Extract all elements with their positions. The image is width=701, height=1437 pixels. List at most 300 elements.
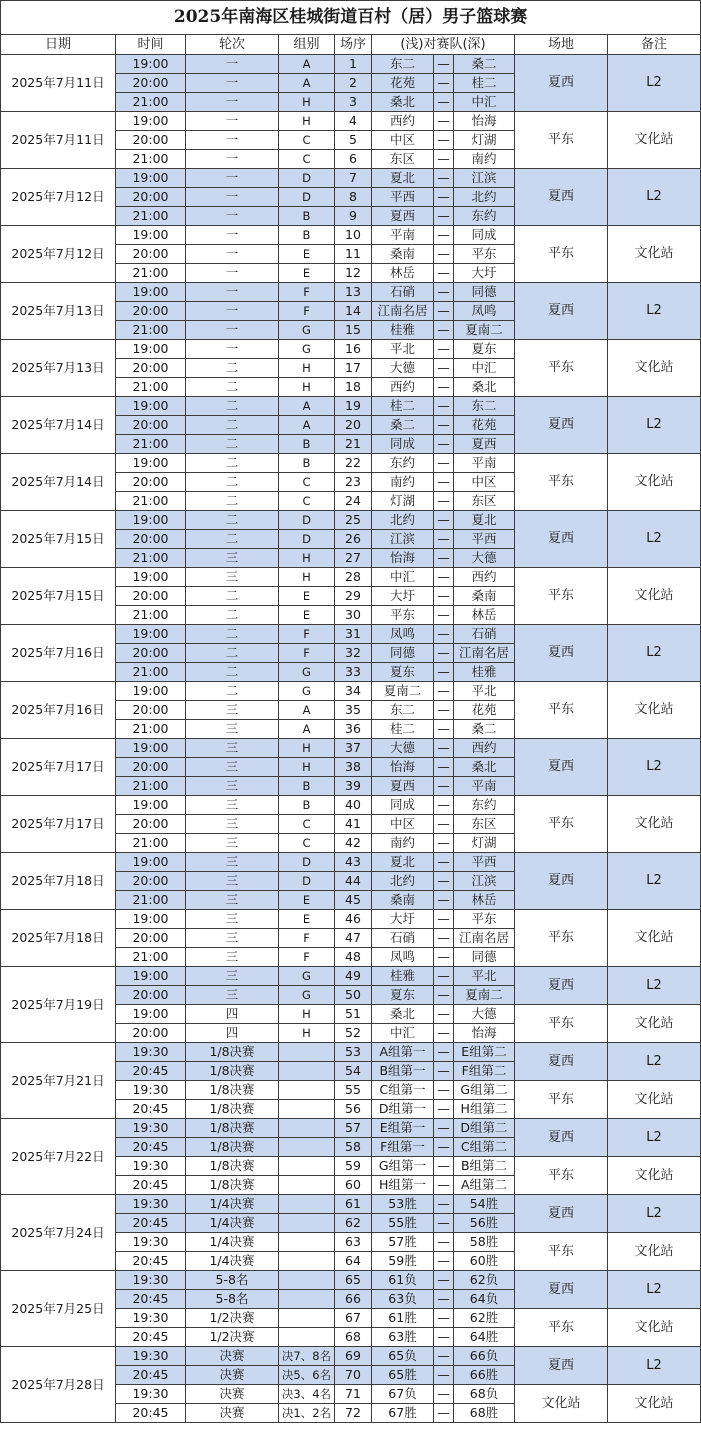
away-team-cell: 夏西 xyxy=(454,435,515,454)
home-team-cell: 中汇 xyxy=(372,568,434,587)
match-no-cell: 38 xyxy=(335,758,372,777)
group-cell: B xyxy=(279,207,335,226)
match-no-cell: 57 xyxy=(335,1119,372,1138)
note-cell: 文化站 xyxy=(608,454,701,511)
away-team-cell: 桑南 xyxy=(454,587,515,606)
time-cell: 19:00 xyxy=(116,796,186,815)
group-cell: 决3、4名 xyxy=(279,1385,335,1404)
venue-cell: 平东 xyxy=(515,340,608,397)
match-no-cell: 72 xyxy=(335,1404,372,1423)
date-cell: 2025年7月14日 xyxy=(1,397,116,454)
group-cell: D xyxy=(279,188,335,207)
vs-cell: — xyxy=(434,1385,454,1404)
note-cell: 文化站 xyxy=(608,1005,701,1043)
time-cell: 21:00 xyxy=(116,777,186,796)
away-team-cell: H组第二 xyxy=(454,1100,515,1119)
vs-cell: — xyxy=(434,1062,454,1081)
vs-cell: — xyxy=(434,1233,454,1252)
round-cell: 三 xyxy=(186,796,279,815)
note-cell: L2 xyxy=(608,1271,701,1309)
note-cell: L2 xyxy=(608,967,701,1005)
vs-cell: — xyxy=(434,264,454,283)
home-team-cell: 平南 xyxy=(372,226,434,245)
group-cell xyxy=(279,1309,335,1328)
home-team-cell: 夏北 xyxy=(372,853,434,872)
time-cell: 19:00 xyxy=(116,739,186,758)
table-row xyxy=(1,1043,701,1062)
vs-cell: — xyxy=(434,777,454,796)
venue-cell: 平东 xyxy=(515,1233,608,1271)
time-cell: 20:45 xyxy=(116,1176,186,1195)
away-team-cell: 中区 xyxy=(454,473,515,492)
match-no-cell: 27 xyxy=(335,549,372,568)
date-cell: 2025年7月18日 xyxy=(1,853,116,910)
time-cell: 19:30 xyxy=(116,1309,186,1328)
time-cell: 21:00 xyxy=(116,492,186,511)
venue-cell: 平东 xyxy=(515,682,608,739)
round-cell: 1/8决赛 xyxy=(186,1138,279,1157)
home-team-cell: 67负 xyxy=(372,1385,434,1404)
match-no-cell: 25 xyxy=(335,511,372,530)
match-no-cell: 10 xyxy=(335,226,372,245)
time-cell: 20:00 xyxy=(116,986,186,1005)
round-cell: 二 xyxy=(186,663,279,682)
vs-cell: — xyxy=(434,663,454,682)
vs-cell: — xyxy=(434,55,454,74)
note-cell: 文化站 xyxy=(608,796,701,853)
match-no-cell: 16 xyxy=(335,340,372,359)
time-cell: 20:45 xyxy=(116,1138,186,1157)
match-no-cell: 3 xyxy=(335,93,372,112)
time-cell: 21:00 xyxy=(116,207,186,226)
group-cell xyxy=(279,1328,335,1347)
away-team-cell: 东约 xyxy=(454,207,515,226)
away-team-cell: 大德 xyxy=(454,1005,515,1024)
home-team-cell: 夏东 xyxy=(372,663,434,682)
away-team-cell: 夏南二 xyxy=(454,321,515,340)
away-team-cell: 66胜 xyxy=(454,1366,515,1385)
home-team-cell: 怡海 xyxy=(372,758,434,777)
away-team-cell: G组第二 xyxy=(454,1081,515,1100)
round-cell: 1/8决赛 xyxy=(186,1176,279,1195)
round-cell: 1/8决赛 xyxy=(186,1100,279,1119)
home-team-cell: 夏南二 xyxy=(372,682,434,701)
vs-cell: — xyxy=(434,1119,454,1138)
venue-cell: 夏西 xyxy=(515,967,608,1005)
page-title: 2025年南海区桂城街道百村（居）男子篮球赛 xyxy=(1,1,701,35)
round-cell: 二 xyxy=(186,587,279,606)
home-team-cell: G组第一 xyxy=(372,1157,434,1176)
round-cell: 一 xyxy=(186,245,279,264)
home-team-cell: 平北 xyxy=(372,340,434,359)
away-team-cell: 大圩 xyxy=(454,264,515,283)
time-cell: 20:45 xyxy=(116,1404,186,1423)
away-team-cell: 平北 xyxy=(454,967,515,986)
vs-cell: — xyxy=(434,549,454,568)
group-cell: D xyxy=(279,530,335,549)
vs-cell: — xyxy=(434,340,454,359)
round-cell: 一 xyxy=(186,188,279,207)
round-cell: 一 xyxy=(186,112,279,131)
away-team-cell: 灯湖 xyxy=(454,131,515,150)
vs-cell: — xyxy=(434,511,454,530)
note-cell: L2 xyxy=(608,511,701,568)
round-cell: 一 xyxy=(186,93,279,112)
group-cell: D xyxy=(279,169,335,188)
table-row xyxy=(1,112,701,131)
vs-cell: — xyxy=(434,758,454,777)
away-team-cell: 平南 xyxy=(454,777,515,796)
away-team-cell: 夏北 xyxy=(454,511,515,530)
venue-cell: 夏西 xyxy=(515,853,608,910)
group-cell: B xyxy=(279,435,335,454)
vs-cell: — xyxy=(434,1081,454,1100)
group-cell: 决1、2名 xyxy=(279,1404,335,1423)
date-cell: 2025年7月12日 xyxy=(1,169,116,226)
time-cell: 20:00 xyxy=(116,1024,186,1043)
group-cell xyxy=(279,1100,335,1119)
date-cell: 2025年7月13日 xyxy=(1,283,116,340)
away-team-cell: 62负 xyxy=(454,1271,515,1290)
vs-cell: — xyxy=(434,1347,454,1366)
away-team-cell: 桂雅 xyxy=(454,663,515,682)
away-team-cell: B组第二 xyxy=(454,1157,515,1176)
time-cell: 20:00 xyxy=(116,359,186,378)
match-no-cell: 61 xyxy=(335,1195,372,1214)
group-cell xyxy=(279,1081,335,1100)
table-row xyxy=(1,910,701,929)
table-row xyxy=(1,1195,701,1214)
round-cell: 三 xyxy=(186,549,279,568)
time-cell: 20:00 xyxy=(116,758,186,777)
match-no-cell: 44 xyxy=(335,872,372,891)
vs-cell: — xyxy=(434,606,454,625)
match-no-cell: 14 xyxy=(335,302,372,321)
match-no-cell: 13 xyxy=(335,283,372,302)
time-cell: 20:00 xyxy=(116,872,186,891)
time-cell: 21:00 xyxy=(116,606,186,625)
round-cell: 1/8决赛 xyxy=(186,1043,279,1062)
time-cell: 19:00 xyxy=(116,967,186,986)
home-team-cell: F组第一 xyxy=(372,1138,434,1157)
match-no-cell: 35 xyxy=(335,701,372,720)
round-cell: 三 xyxy=(186,853,279,872)
table-row xyxy=(1,397,701,416)
group-cell: G xyxy=(279,967,335,986)
round-cell: 三 xyxy=(186,758,279,777)
away-team-cell: 平东 xyxy=(454,245,515,264)
vs-cell: — xyxy=(434,682,454,701)
match-no-cell: 66 xyxy=(335,1290,372,1309)
time-cell: 21:00 xyxy=(116,948,186,967)
group-cell: E xyxy=(279,891,335,910)
home-team-cell: 夏北 xyxy=(372,169,434,188)
round-cell: 二 xyxy=(186,606,279,625)
home-team-cell: 花苑 xyxy=(372,74,434,93)
away-team-cell: 江南名居 xyxy=(454,644,515,663)
away-team-cell: 西约 xyxy=(454,568,515,587)
match-no-cell: 19 xyxy=(335,397,372,416)
note-cell: L2 xyxy=(608,397,701,454)
away-team-cell: E组第二 xyxy=(454,1043,515,1062)
group-cell: F xyxy=(279,929,335,948)
away-team-cell: 同成 xyxy=(454,226,515,245)
group-cell: A xyxy=(279,720,335,739)
header-round: 轮次 xyxy=(186,35,279,55)
round-cell: 二 xyxy=(186,682,279,701)
group-cell: C xyxy=(279,131,335,150)
home-team-cell: 桑北 xyxy=(372,1005,434,1024)
home-team-cell: 北约 xyxy=(372,511,434,530)
home-team-cell: 南约 xyxy=(372,834,434,853)
home-team-cell: 石硝 xyxy=(372,929,434,948)
match-no-cell: 23 xyxy=(335,473,372,492)
venue-cell: 夏西 xyxy=(515,1195,608,1233)
away-team-cell: 平北 xyxy=(454,682,515,701)
time-cell: 19:00 xyxy=(116,682,186,701)
group-cell: E xyxy=(279,264,335,283)
home-team-cell: 林岳 xyxy=(372,264,434,283)
group-cell: D xyxy=(279,853,335,872)
home-team-cell: 东约 xyxy=(372,454,434,473)
table-row xyxy=(1,568,701,587)
table-row xyxy=(1,226,701,245)
vs-cell: — xyxy=(434,872,454,891)
away-team-cell: 怡海 xyxy=(454,112,515,131)
round-cell: 四 xyxy=(186,1005,279,1024)
home-team-cell: 57胜 xyxy=(372,1233,434,1252)
date-cell: 2025年7月15日 xyxy=(1,511,116,568)
match-no-cell: 70 xyxy=(335,1366,372,1385)
home-team-cell: 东二 xyxy=(372,55,434,74)
time-cell: 20:00 xyxy=(116,245,186,264)
home-team-cell: 夏东 xyxy=(372,986,434,1005)
vs-cell: — xyxy=(434,74,454,93)
match-no-cell: 52 xyxy=(335,1024,372,1043)
away-team-cell: 林岳 xyxy=(454,891,515,910)
group-cell xyxy=(279,1062,335,1081)
round-cell: 三 xyxy=(186,568,279,587)
match-no-cell: 1 xyxy=(335,55,372,74)
match-no-cell: 65 xyxy=(335,1271,372,1290)
match-no-cell: 71 xyxy=(335,1385,372,1404)
group-cell: H xyxy=(279,93,335,112)
home-team-cell: 桂二 xyxy=(372,720,434,739)
vs-cell: — xyxy=(434,1309,454,1328)
header-match-no: 场序 xyxy=(335,35,372,55)
header-time: 时间 xyxy=(116,35,186,55)
group-cell xyxy=(279,1271,335,1290)
home-team-cell: 西约 xyxy=(372,112,434,131)
match-no-cell: 63 xyxy=(335,1233,372,1252)
home-team-cell: 中区 xyxy=(372,815,434,834)
vs-cell: — xyxy=(434,1404,454,1423)
match-no-cell: 11 xyxy=(335,245,372,264)
away-team-cell: 桑二 xyxy=(454,55,515,74)
vs-cell: — xyxy=(434,1138,454,1157)
away-team-cell: 花苑 xyxy=(454,701,515,720)
vs-cell: — xyxy=(434,625,454,644)
group-cell: E xyxy=(279,587,335,606)
vs-cell: — xyxy=(434,207,454,226)
group-cell: F xyxy=(279,644,335,663)
home-team-cell: 东二 xyxy=(372,701,434,720)
time-cell: 20:45 xyxy=(116,1290,186,1309)
vs-cell: — xyxy=(434,359,454,378)
away-team-cell: 灯湖 xyxy=(454,834,515,853)
note-cell: L2 xyxy=(608,283,701,340)
match-no-cell: 40 xyxy=(335,796,372,815)
date-cell: 2025年7月16日 xyxy=(1,625,116,682)
away-team-cell: 东约 xyxy=(454,796,515,815)
away-team-cell: 江南名居 xyxy=(454,929,515,948)
away-team-cell: 怡海 xyxy=(454,1024,515,1043)
round-cell: 二 xyxy=(186,378,279,397)
note-cell: 文化站 xyxy=(608,682,701,739)
venue-cell: 平东 xyxy=(515,1309,608,1347)
match-no-cell: 50 xyxy=(335,986,372,1005)
date-cell: 2025年7月25日 xyxy=(1,1271,116,1347)
group-cell: H xyxy=(279,359,335,378)
away-team-cell: 桑北 xyxy=(454,758,515,777)
home-team-cell: 桂雅 xyxy=(372,321,434,340)
group-cell: H xyxy=(279,112,335,131)
table-row xyxy=(1,55,701,74)
home-team-cell: 55胜 xyxy=(372,1214,434,1233)
title-row xyxy=(1,1,701,35)
time-cell: 19:30 xyxy=(116,1043,186,1062)
group-cell: B xyxy=(279,796,335,815)
match-no-cell: 37 xyxy=(335,739,372,758)
table-row xyxy=(1,796,701,815)
round-cell: 一 xyxy=(186,340,279,359)
note-cell: L2 xyxy=(608,625,701,682)
away-team-cell: C组第二 xyxy=(454,1138,515,1157)
time-cell: 21:00 xyxy=(116,663,186,682)
time-cell: 19:00 xyxy=(116,910,186,929)
round-cell: 一 xyxy=(186,169,279,188)
away-team-cell: 64胜 xyxy=(454,1328,515,1347)
group-cell: 决5、6名 xyxy=(279,1366,335,1385)
home-team-cell: 53胜 xyxy=(372,1195,434,1214)
table-row xyxy=(1,1119,701,1138)
match-no-cell: 48 xyxy=(335,948,372,967)
home-team-cell: 63负 xyxy=(372,1290,434,1309)
home-team-cell: A组第一 xyxy=(372,1043,434,1062)
venue-cell: 平东 xyxy=(515,226,608,283)
time-cell: 19:30 xyxy=(116,1119,186,1138)
group-cell: B xyxy=(279,226,335,245)
vs-cell: — xyxy=(434,720,454,739)
venue-cell: 平东 xyxy=(515,112,608,169)
away-team-cell: 凤鸣 xyxy=(454,302,515,321)
round-cell: 二 xyxy=(186,530,279,549)
away-team-cell: 东二 xyxy=(454,397,515,416)
round-cell: 一 xyxy=(186,321,279,340)
time-cell: 20:00 xyxy=(116,530,186,549)
away-team-cell: 夏南二 xyxy=(454,986,515,1005)
note-cell: L2 xyxy=(608,1347,701,1385)
group-cell: G xyxy=(279,663,335,682)
group-cell: D xyxy=(279,511,335,530)
table-row xyxy=(1,169,701,188)
group-cell: G xyxy=(279,682,335,701)
table-row xyxy=(1,511,701,530)
round-cell: 三 xyxy=(186,701,279,720)
match-no-cell: 26 xyxy=(335,530,372,549)
note-cell: 文化站 xyxy=(608,1385,701,1423)
group-cell xyxy=(279,1233,335,1252)
group-cell: A xyxy=(279,74,335,93)
vs-cell: — xyxy=(434,1328,454,1347)
round-cell: 二 xyxy=(186,397,279,416)
time-cell: 20:00 xyxy=(116,929,186,948)
group-cell: A xyxy=(279,701,335,720)
away-team-cell: 南约 xyxy=(454,150,515,169)
away-team-cell: 江滨 xyxy=(454,169,515,188)
time-cell: 19:00 xyxy=(116,397,186,416)
time-cell: 21:00 xyxy=(116,834,186,853)
away-team-cell: 平南 xyxy=(454,454,515,473)
vs-cell: — xyxy=(434,283,454,302)
group-cell: H xyxy=(279,1005,335,1024)
vs-cell: — xyxy=(434,815,454,834)
time-cell: 20:00 xyxy=(116,416,186,435)
match-no-cell: 9 xyxy=(335,207,372,226)
round-cell: 二 xyxy=(186,511,279,530)
away-team-cell: 中汇 xyxy=(454,359,515,378)
round-cell: 1/4决赛 xyxy=(186,1233,279,1252)
group-cell: F xyxy=(279,283,335,302)
vs-cell: — xyxy=(434,112,454,131)
date-cell: 2025年7月11日 xyxy=(1,112,116,169)
match-no-cell: 45 xyxy=(335,891,372,910)
vs-cell: — xyxy=(434,188,454,207)
round-cell: 1/4决赛 xyxy=(186,1214,279,1233)
round-cell: 二 xyxy=(186,416,279,435)
time-cell: 20:45 xyxy=(116,1062,186,1081)
home-team-cell: 平东 xyxy=(372,606,434,625)
venue-cell: 平东 xyxy=(515,910,608,967)
header-group: 组别 xyxy=(279,35,335,55)
round-cell: 一 xyxy=(186,131,279,150)
vs-cell: — xyxy=(434,1271,454,1290)
home-team-cell: 怡海 xyxy=(372,549,434,568)
table-row xyxy=(1,625,701,644)
vs-cell: — xyxy=(434,910,454,929)
round-cell: 三 xyxy=(186,967,279,986)
group-cell: G xyxy=(279,321,335,340)
group-cell: F xyxy=(279,302,335,321)
date-cell: 2025年7月16日 xyxy=(1,682,116,739)
match-no-cell: 49 xyxy=(335,967,372,986)
away-team-cell: 66负 xyxy=(454,1347,515,1366)
match-no-cell: 62 xyxy=(335,1214,372,1233)
round-cell: 一 xyxy=(186,226,279,245)
vs-cell: — xyxy=(434,1005,454,1024)
match-no-cell: 43 xyxy=(335,853,372,872)
match-no-cell: 68 xyxy=(335,1328,372,1347)
vs-cell: — xyxy=(434,1157,454,1176)
group-cell: A xyxy=(279,416,335,435)
date-cell: 2025年7月12日 xyxy=(1,226,116,283)
home-team-cell: 夏西 xyxy=(372,207,434,226)
away-team-cell: A组第二 xyxy=(454,1176,515,1195)
table-row xyxy=(1,1271,701,1290)
group-cell xyxy=(279,1176,335,1195)
home-team-cell: 灯湖 xyxy=(372,492,434,511)
table-row xyxy=(1,283,701,302)
